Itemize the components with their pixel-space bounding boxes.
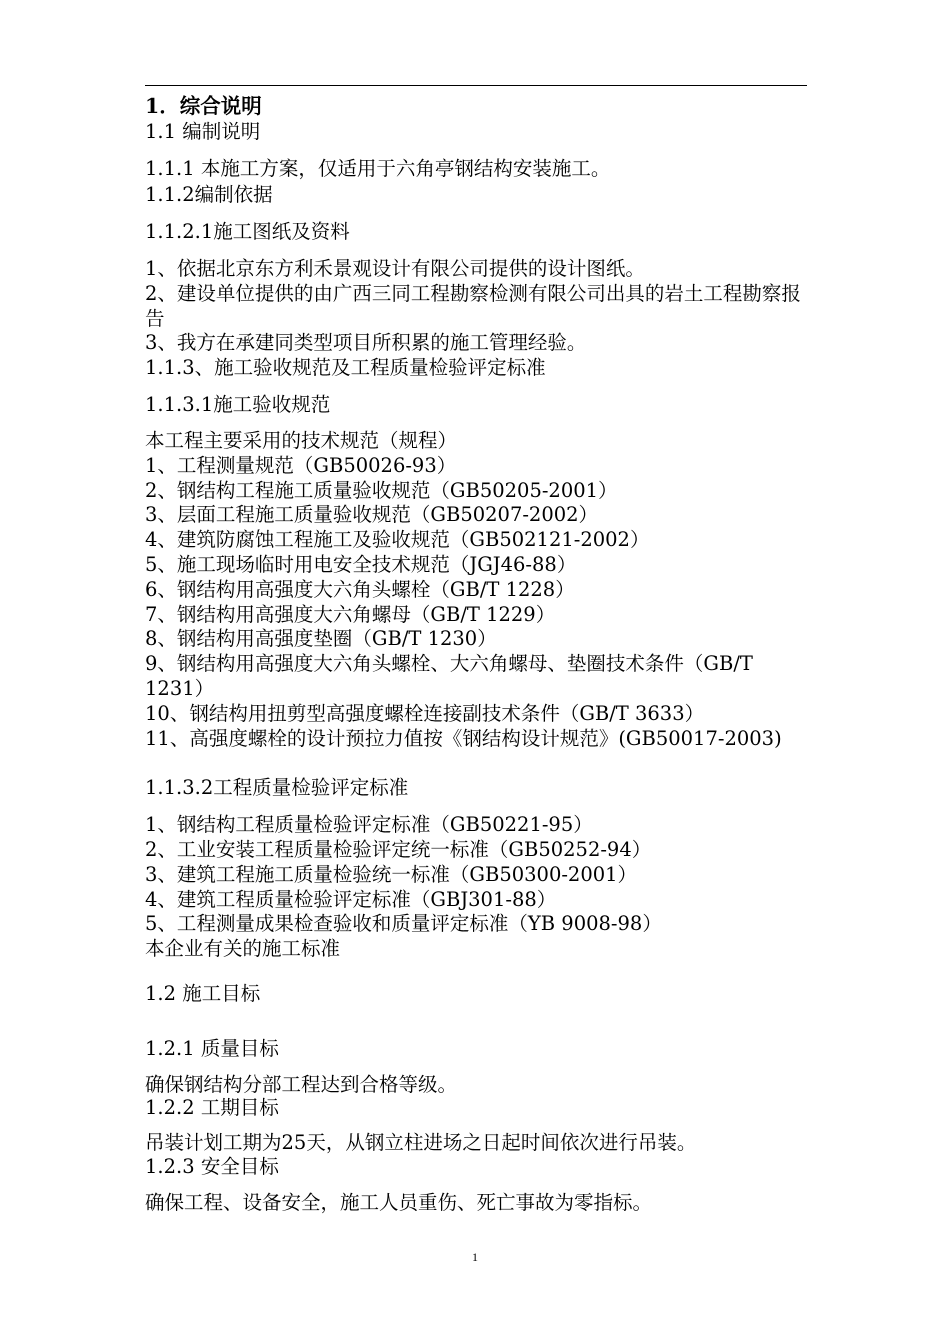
list-item: 10、钢结构用扭剪型高强度螺栓连接副技术条件（GB/T 3633） xyxy=(145,702,705,725)
subsection-heading-1-1-2-1: 1.1.2.1施工图纸及资料 xyxy=(145,220,350,243)
list-item: 1、依据北京东方利禾景观设计有限公司提供的设计图纸。 xyxy=(145,257,645,280)
list-item: 3、层面工程施工质量验收规范（GB50207-2002） xyxy=(145,503,599,526)
paragraph: 确保钢结构分部工程达到合格等级。 xyxy=(145,1073,458,1096)
list-item: 4、建筑防腐蚀工程施工及验收规范（GB502121-2002） xyxy=(145,528,650,551)
paragraph: 确保工程、设备安全，施工人员重伤、死亡事故为零指标。 xyxy=(145,1191,653,1214)
subsection-heading-1-1: 1.1 编制说明 xyxy=(145,120,261,143)
subsection-heading-1-2: 1.2 施工目标 xyxy=(145,982,261,1005)
paragraph: 吊装计划工期为25天，从钢立柱进场之日起时间依次进行吊装。 xyxy=(145,1131,697,1154)
subsection-heading-1-1-3-1: 1.1.3.1施工验收规范 xyxy=(145,393,331,416)
list-item: 1、钢结构工程质量检验评定标准（GB50221-95） xyxy=(145,813,593,836)
paragraph: 本企业有关的施工标准 xyxy=(145,937,341,960)
list-item: 3、我方在承建同类型项目所积累的施工管理经验。 xyxy=(145,331,587,354)
list-item: 5、工程测量成果检查验收和质量评定标准（YB 9008-98） xyxy=(145,912,662,935)
header-rule xyxy=(145,85,807,86)
list-item: 3、建筑工程施工质量检验统一标准（GB50300-2001） xyxy=(145,863,638,886)
list-item: 2、建设单位提供的由广西三同工程勘察检测有限公司出具的岩土工程勘察报告 xyxy=(145,282,801,330)
page-number: 1 xyxy=(472,1250,478,1264)
section-heading-1: 1．综合说明 xyxy=(145,94,262,118)
list-item: 11、高强度螺栓的设计预拉力值按《钢结构设计规范》(GB50017-2003) xyxy=(145,727,782,750)
subsection-heading-1-2-1: 1.2.1 质量目标 xyxy=(145,1037,279,1060)
subsection-heading-1-2-2: 1.2.2 工期目标 xyxy=(145,1096,279,1119)
list-item: 2、钢结构工程施工质量验收规范（GB50205-2001） xyxy=(145,479,618,502)
list-item: 5、施工现场临时用电安全技术规范（JGJ46-88） xyxy=(145,553,577,576)
list-item: 4、建筑工程质量检验评定标准（GBJ301-88） xyxy=(145,888,557,911)
list-item: 7、钢结构用高强度大六角螺母（GB/T 1229） xyxy=(145,603,556,626)
subsection-heading-1-1-2: 1.1.2编制依据 xyxy=(145,183,273,206)
list-item: 1、工程测量规范（GB50026-93） xyxy=(145,454,457,477)
paragraph-intro: 本工程主要采用的技术规范（规程） xyxy=(145,429,458,452)
subsection-heading-1-1-3-2: 1.1.3.2工程质量检验评定标准 xyxy=(145,776,409,799)
list-item: 8、钢结构用高强度垫圈（GB/T 1230） xyxy=(145,627,497,650)
subsection-heading-1-2-3: 1.2.3 安全目标 xyxy=(145,1155,279,1178)
paragraph-1-1-1: 1.1.1 本施工方案，仅适用于六角亭钢结构安装施工。 xyxy=(145,157,611,180)
list-item: 2、工业安装工程质量检验评定统一标准（GB50252-94） xyxy=(145,838,652,861)
subsection-heading-1-1-3: 1.1.3、施工验收规范及工程质量检验评定标准 xyxy=(145,356,546,379)
list-item: 9、钢结构用高强度大六角头螺栓、大六角螺母、垫圈技术条件（GB/T 1231） xyxy=(145,652,753,700)
list-item: 6、钢结构用高强度大六角头螺栓（GB/T 1228） xyxy=(145,578,575,601)
